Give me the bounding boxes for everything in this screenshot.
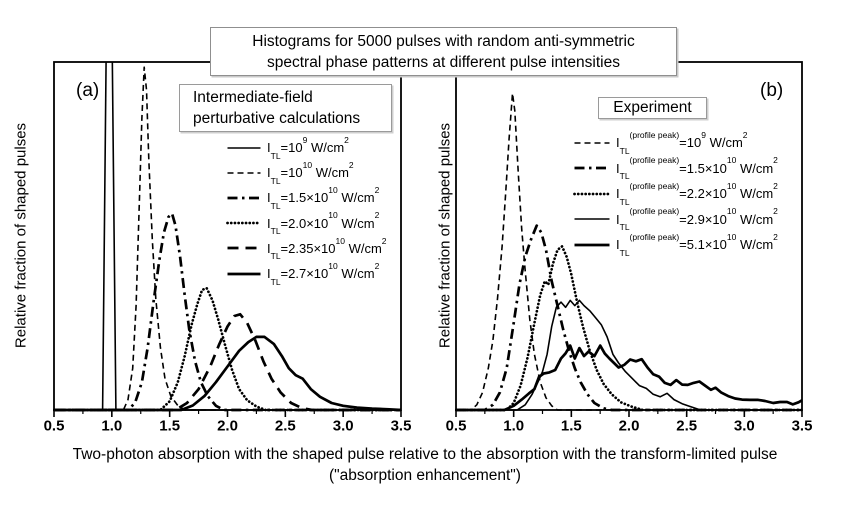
histogram-curve-itl-2.0e10-w-cm2 xyxy=(54,288,401,410)
legend-entry-label: $I_{TL}=2.35\times 10^{10}$ $W/cm^2$ xyxy=(267,235,387,262)
x-tick-label: 3.5 xyxy=(390,417,412,435)
histogram-curve-itl-2.7e10-w-cm2 xyxy=(54,337,401,410)
legend-entry-label: $I_{TL}=2.7\times 10^{10}$ $W/cm^2$ xyxy=(267,260,380,287)
legend-entry-label: $I_{TL}=1.5\times 10^{10}$ $W/cm^2$ xyxy=(267,185,380,212)
legend-entry xyxy=(226,211,387,236)
x-tick-label: 2.0 xyxy=(217,417,238,435)
x-tick-label: 3.0 xyxy=(733,417,755,435)
legend-line-sample xyxy=(226,241,262,255)
panel-b-legend-title-box xyxy=(598,97,707,119)
panel-b-legend xyxy=(573,130,778,258)
legend-entry xyxy=(573,207,778,233)
legend-line-sample xyxy=(226,216,262,230)
legend-line-sample xyxy=(573,161,611,175)
panel-a-ylabel: Relative fraction of shaped pulses xyxy=(12,122,30,349)
legend-entry xyxy=(226,185,387,210)
x-tick-label: 3.5 xyxy=(791,417,813,435)
panel-b-ylabel: Relative fraction of shaped pulses xyxy=(436,122,454,349)
panel-a-legend-title-box xyxy=(179,84,392,132)
legend-entry xyxy=(573,130,778,156)
legend-entry xyxy=(573,181,778,207)
legend-line-sample xyxy=(226,141,262,155)
x-tick-label: 0.5 xyxy=(43,417,65,435)
legend-entry xyxy=(226,261,387,286)
panel-b-label: (b) xyxy=(760,80,784,101)
legend-entry xyxy=(226,160,387,185)
legend-entry-label: $I_{TL}^{(profile peak)}=5.1\times 10^{10}$ $W/cm^2$ xyxy=(616,231,778,258)
x-tick-label: 1.0 xyxy=(503,417,525,435)
figure-title-box xyxy=(210,27,677,76)
panel-b-legend-title: Experiment xyxy=(613,99,692,116)
legend-entry xyxy=(573,232,778,258)
legend-line-sample xyxy=(573,187,611,201)
x-axis-label-line1: Two-photon absorption with the shaped pulse relative to the absorption with the transform-limited pulse xyxy=(72,446,778,463)
legend-line-sample xyxy=(573,212,611,226)
panel-a-legend-title-line2: perturbative calculations xyxy=(193,110,361,127)
legend-entry-label: $I_{TL}^{(profile peak)}=2.9\times 10^{10}$ $W/cm^2$ xyxy=(616,206,778,233)
legend-entry xyxy=(226,135,387,160)
panel-a-legend-title-line1: Intermediate-field xyxy=(193,89,313,106)
legend-entry-label: $I_{TL}^{(profile peak)}=1.5\times 10^{10}$ $W/cm^2$ xyxy=(616,155,778,182)
legend-line-sample xyxy=(573,238,611,252)
x-tick-label: 3.0 xyxy=(332,417,354,435)
figure-title-line2: spectral phase patterns at different pulse intensities xyxy=(267,54,620,71)
legend-line-sample xyxy=(226,191,262,205)
x-tick-label: 0.5 xyxy=(445,417,467,435)
histogram-curve-itl-profile-peak-2.2e10-w-cm2 xyxy=(456,246,802,410)
legend-entry xyxy=(573,156,778,182)
histogram-curve-itl-2.35e10-w-cm2 xyxy=(54,314,401,410)
legend-entry-label: $I_{TL}=2.0\times 10^{10}$ $W/cm^2$ xyxy=(267,210,380,237)
legend-entry-label: $I_{TL}=10^{10}$ $W/cm^2$ xyxy=(267,159,354,186)
x-tick-label: 2.5 xyxy=(274,417,296,435)
x-tick-label: 1.5 xyxy=(159,417,181,435)
x-tick-label: 1.5 xyxy=(560,417,582,435)
x-axis-label xyxy=(0,444,850,486)
x-tick-label: 1.0 xyxy=(101,417,123,435)
legend-line-sample xyxy=(226,267,262,281)
legend-entry-label: $I_{TL}^{(profile peak)}=10^9$ $W/cm^2$ xyxy=(616,129,748,156)
panel-a-label: (a) xyxy=(76,80,100,101)
panel-a-legend xyxy=(226,135,387,286)
legend-entry-label: $I_{TL}=10^9$ $W/cm^2$ xyxy=(267,134,349,161)
figure-title-line1: Histograms for 5000 pulses with random anti-symmetric xyxy=(252,33,635,50)
legend-line-sample xyxy=(573,136,611,150)
x-tick-label: 2.5 xyxy=(676,417,698,435)
x-axis-label-line2: ("absorption enhancement") xyxy=(329,467,521,484)
legend-entry xyxy=(226,236,387,261)
legend-entry-label: $I_{TL}^{(profile peak)}=2.2\times 10^{10}$ $W/cm^2$ xyxy=(616,180,778,207)
legend-line-sample xyxy=(226,166,262,180)
x-tick-label: 2.0 xyxy=(618,417,640,435)
